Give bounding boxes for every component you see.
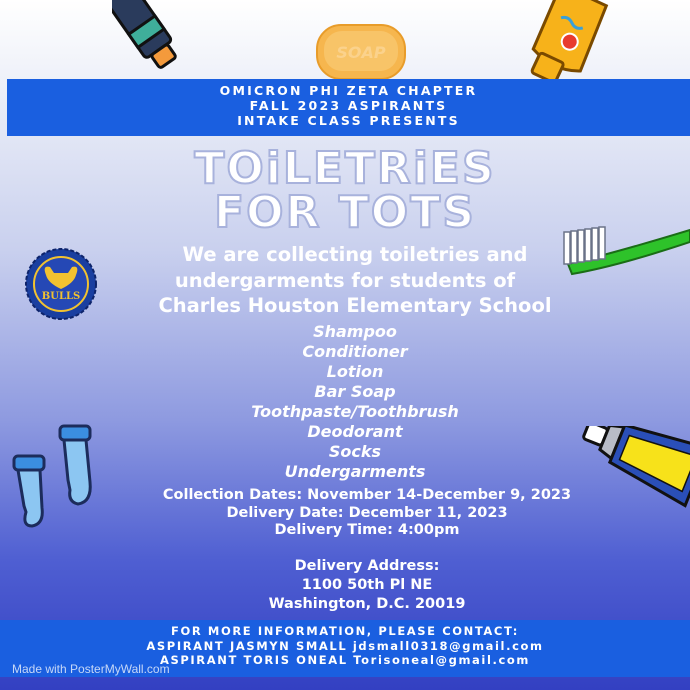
item-toothpaste-toothbrush: Toothpaste/Toothbrush [251, 402, 459, 421]
item-deodorant: Deodorant [307, 422, 403, 441]
intro-line-3: Charles Houston Elementary School [158, 294, 552, 317]
soap-label: SOAP [336, 43, 386, 62]
contact-toris-oneal: ASPIRANT TORIS ONEAL Torisoneal@gmail.com [160, 653, 530, 667]
header-band [7, 79, 690, 136]
header-line-intake: INTAKE CLASS PRESENTS [237, 113, 460, 128]
intro-line-2: undergarments for students of [174, 269, 516, 292]
address-city: Washington, D.C. 20019 [268, 596, 466, 612]
intro-line-1: We are collecting toiletries and [182, 243, 528, 266]
logo-text: BULLS [41, 291, 81, 302]
bulls-logo-icon [24, 247, 98, 321]
title-line-1: TOiLETRiES [194, 143, 496, 194]
delivery-time: Delivery Time: 4:00pm [274, 522, 460, 538]
toothbrush-icon [558, 212, 690, 282]
item-lotion: Lotion [326, 362, 384, 381]
address-label: Delivery Address: [294, 558, 440, 574]
item-socks: Socks [328, 442, 382, 461]
delivery-date: Delivery Date: December 11, 2023 [226, 505, 508, 521]
soap-bar-icon [314, 22, 408, 82]
header-line-chapter: OMICRON PHI ZETA CHAPTER [219, 83, 478, 98]
title-line-2: FOR TOTS [214, 187, 476, 238]
lotion-tube-icon [112, 0, 202, 90]
contact-jasmyn-small: ASPIRANT JASMYN SMALL jdsmall0318@gmail.com [146, 639, 544, 653]
contact-heading: FOR MORE INFORMATION, PLEASE CONTACT: [171, 624, 519, 638]
collection-dates: Collection Dates: November 14-December 9, 2023 [162, 487, 572, 503]
address-street: 1100 50th Pl NE [301, 577, 433, 593]
item-shampoo: Shampoo [313, 322, 397, 341]
item-bar-soap: Bar Soap [314, 382, 396, 401]
header-line-aspirants: FALL 2023 ASPIRANTS [249, 98, 448, 113]
item-undergarments: Undergarments [284, 462, 426, 481]
watermark: Made with PosterMyWall.com [12, 662, 170, 676]
item-conditioner: Conditioner [302, 342, 408, 361]
